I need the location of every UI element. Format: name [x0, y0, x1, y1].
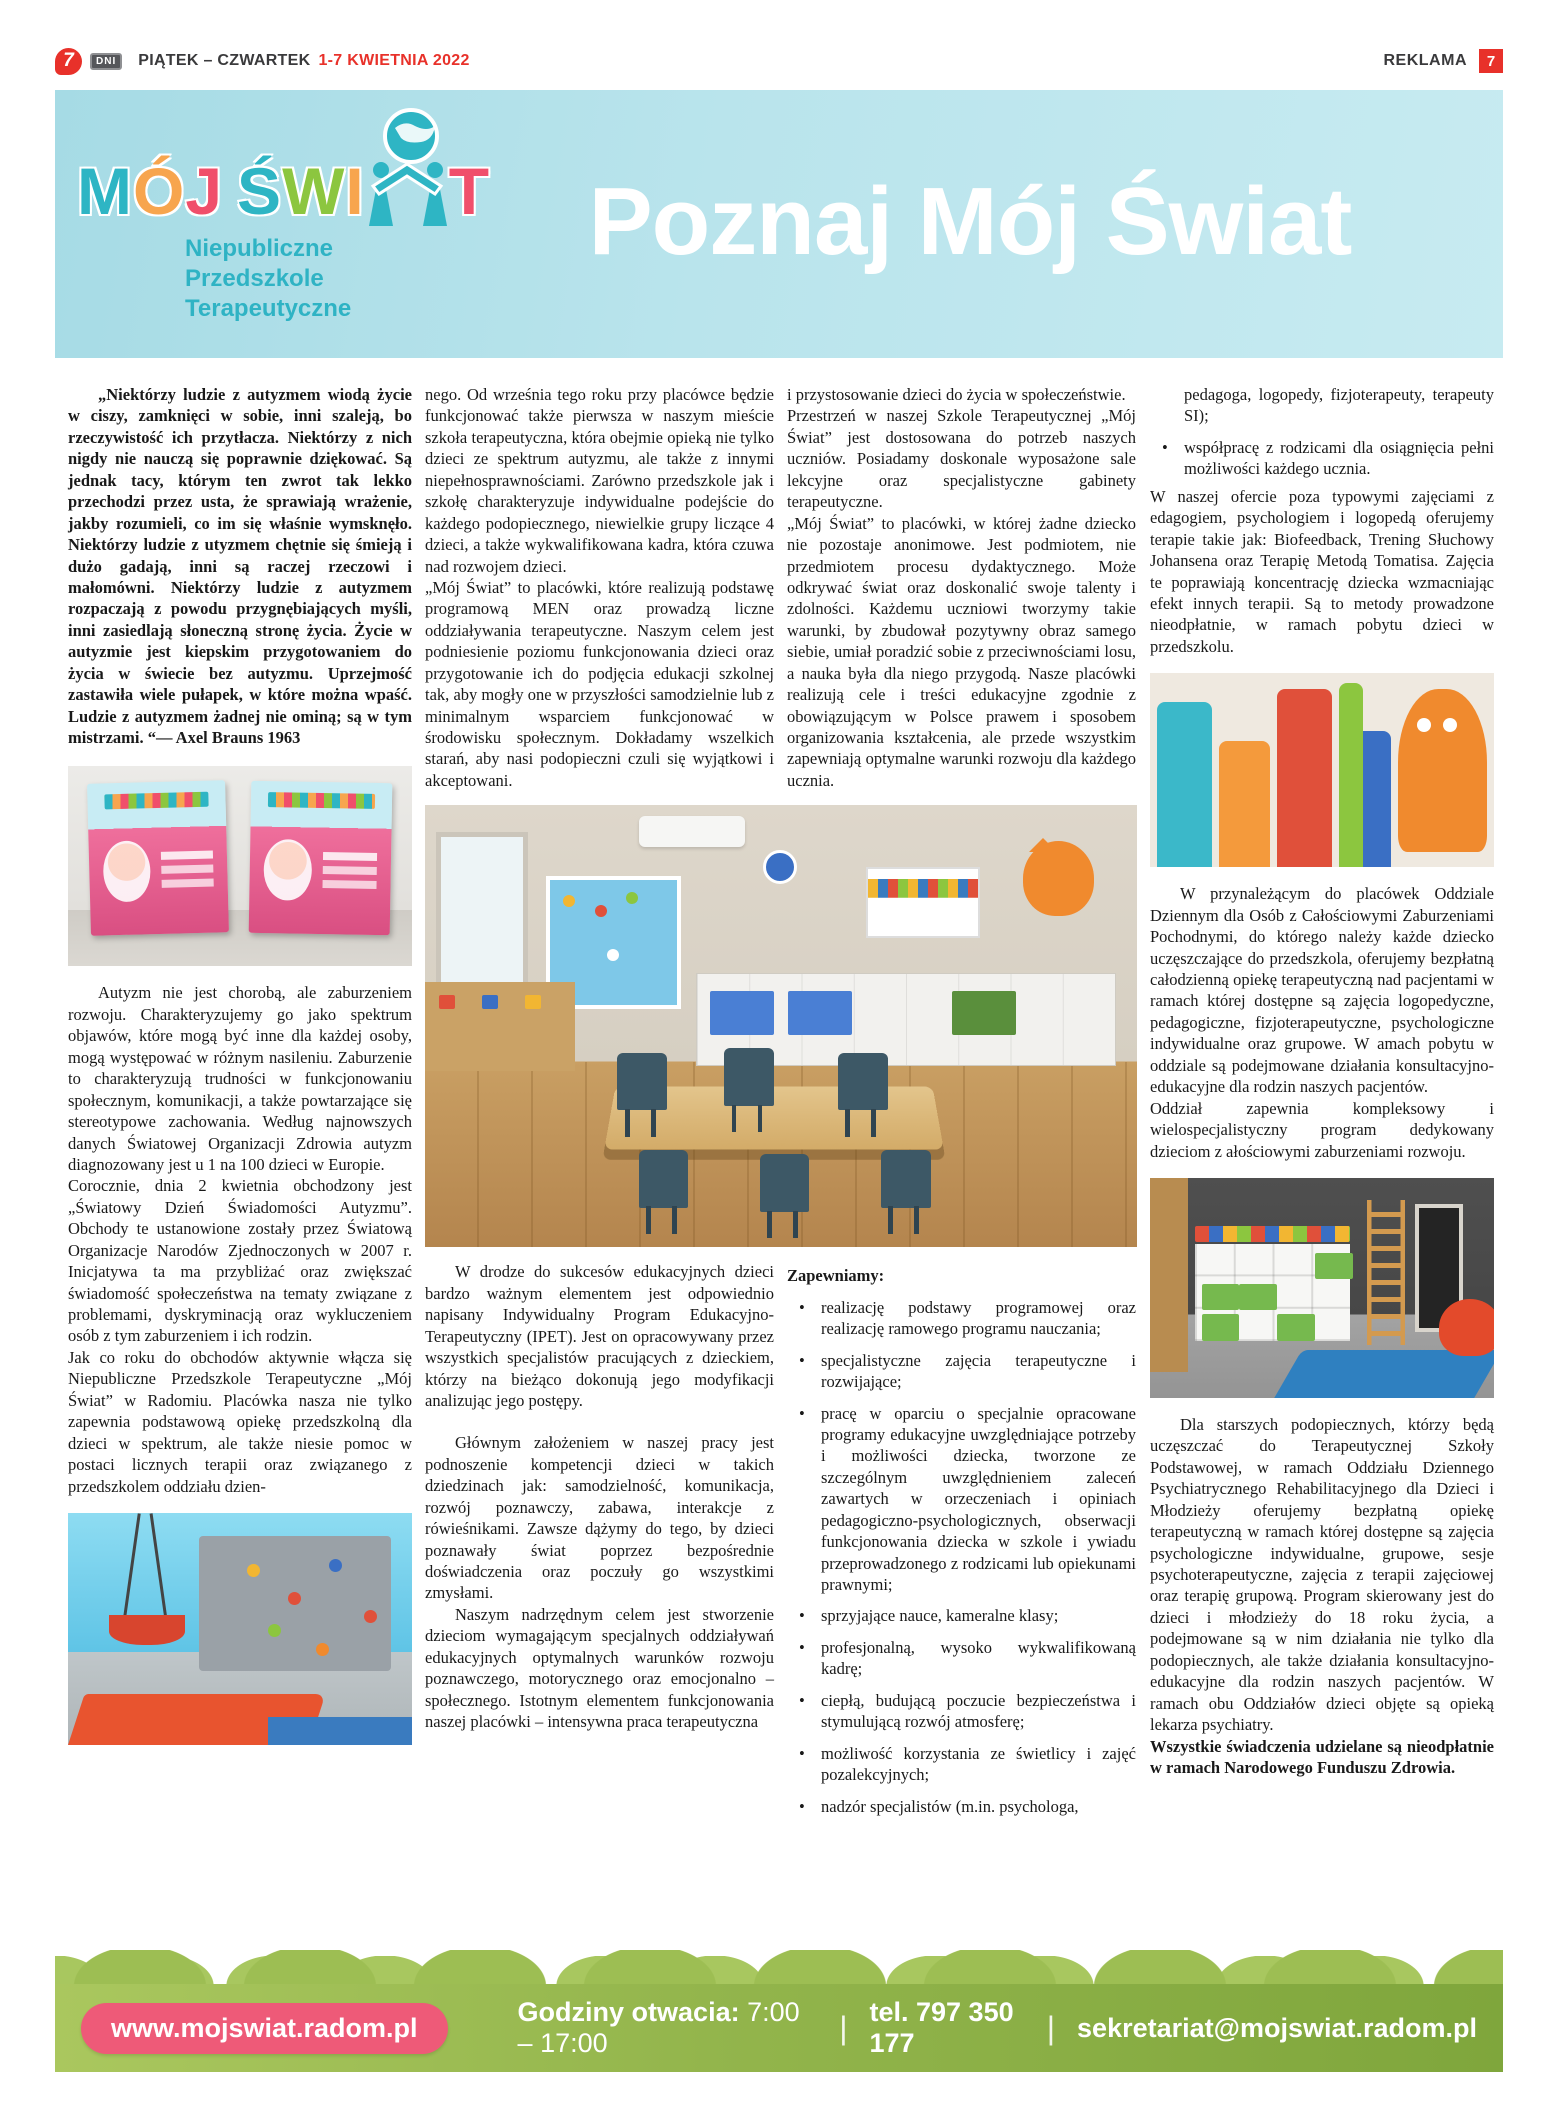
logo-wordmark — [77, 108, 491, 228]
logo-letter: W — [282, 154, 346, 228]
email-address: sekretariat@mojswiat.radom.pl — [1077, 2012, 1477, 2043]
poster-graphic — [87, 781, 229, 937]
poster-graphic — [249, 781, 393, 935]
list-heading: Zapewniamy: — [787, 1266, 885, 1286]
column-2-bottom — [425, 1261, 774, 1817]
photo-classroom — [425, 805, 1137, 1247]
photo-preschool-posters — [68, 766, 412, 966]
bullet-item: • nadzór specjalistów (m.in. psychologa, — [787, 1796, 1136, 1817]
body-paragraph: „Mój Świat” to placówki, które realizują podstawę programową MEN oraz prowadzą liczne oddziaływania terapeutyczne. Naszym celem jest podniesienie poziomu funkcjonowania dzieci oraz przygotowanie ich do podjęcia edukacji szkolnej tak, aby mogły one w przyszłości samodzielnie lub z minimalnym wsparciem funkcjonować w środowisku społecznym. Dokładamy wszelkich starań, aby nasi podopieczni czuli się wyjątkowi i akceptowani. — [425, 577, 774, 790]
bullet-item: • współpracę z rodzicami dla osiągnięcia pełni możliwości każdego ucznia. — [1150, 437, 1494, 480]
bullet-item: • profesjonalną, wysoko wykwalifikowaną kadrę; — [787, 1637, 1136, 1680]
photo-therapy-gym — [1150, 1178, 1494, 1398]
globe-children-icon — [361, 108, 453, 226]
logo-letter: Ś — [237, 154, 283, 228]
footer-bar — [55, 1984, 1503, 2072]
website-pill: www.mojswiat.radom.pl — [81, 2003, 448, 2054]
body-paragraph: Autyzm nie jest chorobą, ale zaburzeniem rozwoju. Charakteryzujemy go jako spektrum objawów, które mogą być inne dla każdej osoby, mogą występować w różnym nasileniu. Zaburzenie to charakteryzują trudności w funkcjonowaniu społecznym, komunikacji, a także powtarzające się stereotypowe zachowania. Według najnowszych danych Światowej Organizacji Zdrowia autyzm diagnozowany jest u 1 na 100 dzieci w Europie. — [68, 983, 412, 1174]
issue-date-value: 1-7 KWIETNIA 2022 — [318, 52, 470, 69]
bullet-item: • pracę w oparciu o specjalnie opracowane programy edukacyjne uwzględniające potrzeby i możliwości dziecka, tworzone ze szczególnym uwzględnieniem zaleceń zawartych w orzeczeniach i opiniach pedagogiczno-psychologicznych, obserwacji funkcjonowania dziecka w szkole i ywiadu przeprowadzonego z rodzicami lub opiekunami prawnymi; — [787, 1403, 1136, 1596]
body-paragraph: „Mój Świat” to placówki, w której żadne dziecko nie pozostaje anonimowe. Jest podmiotem, nie przedmiotem procesu dydaktycznego. Może odkrywać świat oraz doskonalić swoje talenty i zdolności. Każdemu uczniowi tworzymy takie warunki, by zbudował pozytywny obraz samego siebie, umiał poradzić sobie z przeciwnościami losu, a nauka była dla niego przygodą. Nasze placówki realizują cele i treści edukacyjne zgodnie z obowiązującym w Polsce prawem i sposobem organizowania kształcenia, ale przede wszystkim zapewniają optymalne warunki rozwoju dla każdego ucznia. — [787, 513, 1136, 790]
phone-number: tel. 797 350 177 — [869, 1997, 1014, 2058]
column-2-top — [425, 384, 774, 791]
body-paragraph: i przystosowanie dzieci do życia w społeczeństwie. — [787, 385, 1126, 404]
body-paragraph: Oddział zapewnia kompleksowy i wielospecjalistyczny program dedykowany dzieciom z ałościowymi zaburzeniami rozwoju. — [1150, 1098, 1494, 1161]
quote-paragraph: „Niektórzy ludzie z autyzmem wiodą życie w ciszy, zamknięci w sobie, inni szaleją, bo rzeczywistość ich przytłacza. Niektórzy z nich nigdy nie nauczą się poprawnie dziękować. Są jednak tacy, którym ten zwrot tak lekko przechodzi przez usta, że sprawiają wrażenie, jakby rozumieli, co im się właśnie wymsknęło. Niektórzy ludzie z utyzmem chętnie się śmieją i dużo gadają, inni są raczej rzeczowi i małomówni. Niektórzy ludzie z autyzmem rozpaczają z powodu przygnębiających myśli, inni zasiedlają słoneczną stronę życia. Życie w autyzmie jest kiepskim przygotowaniem do życia w świecie bez autyzmu. Uprzejmość zastawiła wiele pułapek, w które można wpaść. Ludzie z autyzmem żadnej nie ominą; są w tym mistrzami. “— Axel Brauns 1963 — [68, 385, 412, 747]
logo-letter: M — [77, 154, 133, 228]
bullet-item: • specjalistyczne zajęcia terapeutyczne i rozwijające; — [787, 1350, 1136, 1393]
logo-letter: Ó — [132, 154, 186, 228]
body-paragraph: W drodze do sukcesów edukacyjnych dzieci bardzo ważnym elementem jest odpowiednio napisany Indywidualny Program Edukacyjno-Terapeutyczny (IPET). Jest on opracowywany przez wszystkich specjalistów pracujących z dzieckiem, którzy na bieżąco dokonują jego modyfikacji analizując jego postępy. — [425, 1262, 774, 1410]
bullet-item: • ciepłą, budującą poczucie bezpieczeństwa i stymulującą rozwój atmosferę; — [787, 1690, 1136, 1733]
photo-sensory-room — [68, 1513, 412, 1745]
moj-swiat-logo — [77, 108, 491, 324]
column-1 — [68, 384, 412, 1950]
column-3-bottom — [787, 1261, 1136, 1817]
logo-subtitle: Niepubliczne Przedszkole Terapeutyczne — [185, 235, 352, 322]
newspaper-logo-dni: DNI — [90, 53, 122, 70]
bullet-item: • sprzyjające nauce, kameralne klasy; — [787, 1605, 1136, 1626]
body-paragraph: nego. Od września tego roku przy placówce będzie funkcjonować także pierwsza w naszym mieście szkoła terapeutyczna, która obejmie opieką nie tylko dzieci ze spektrum autyzmu, ale także z innymi niepełnosprawnościami. Zarówno przedszkole jak i szkołę charakteryzuje indywidualne podejście do każdego podopiecznego, niewielkie grupy liczące 4 dzieci, a także wykwalifikowana kadra, która czuwa nad rozwojem dzieci. — [425, 385, 774, 576]
body-paragraph: Jak co roku do obchodów aktywnie włącza się Niepubliczne Przedszkole Terapeutyczne „Mój Świat” w Radomiu. Placówka nasza nie tylko zapewnia podstawową opiekę przedszkolną dla dzieci w spektrum, ale także niesie pomoc w postaci licznych terapii oraz związanego z przedszkolem oddziału dzien- — [68, 1347, 412, 1496]
issue-date-label: PIĄTEK – CZWARTEK — [138, 52, 311, 69]
body-paragraph: W przynależącym do placówek Oddziale Dziennym dla Osób z Całościowymi Zaburzeniami Pochodnymi, do którego należy każde dziecko uczęszczające do przedszkola, oferujemy bezpłatną całodzienną opiekę terapeutyczną nad pacjentami w ramach której dostępne są zajęcia logopedyczne, pedagogiczne, fizjoterapeutyczne, psychologiczne indywidualne oraz grupowe. W amach pobytu w oddziale są podejmowane działania konsultacyjno-edukacyjne dla rodzin naszych pacjentów. — [1150, 884, 1494, 1097]
column-3-top — [787, 384, 1136, 791]
advertisement — [55, 90, 1503, 2072]
footer — [55, 1950, 1503, 2072]
body-paragraph: Głównym założeniem w naszej pracy jest podnoszenie kompetencji dzieci w takich dziedzinach jak: samodzielność, komunikacja, rozwój poznawczy, zabawa, interakcje z rówieśnikami. Zawsze dążymy do tego, by dzieci poznawały świat poprzez bezpośrednie doświadczenia oraz poczuły go wszystkimi zmysłami. — [425, 1433, 774, 1603]
middle-columns — [425, 384, 1137, 1950]
headline: Poznaj Mój Świat — [588, 168, 1352, 275]
body-paragraph: Przestrzeń w naszej Szkole Terapeutycznej „Mój Świat” jest dostosowana do potrzeb naszych uczniów. Posiadamy doskonale wyposażone sale lekcyjne oraz specjalistyczne gabinety terapeutyczne. — [787, 406, 1136, 512]
article-body — [55, 358, 1503, 1950]
footer-separator: | — [839, 2009, 848, 2046]
newspaper-logo-icon: 7 — [55, 48, 82, 75]
photo-toys — [1150, 673, 1494, 867]
bullet-item: • realizację podstawy programowej oraz realizację ramowego programu nauczania; — [787, 1297, 1136, 1340]
logo-letter: T — [448, 154, 491, 228]
body-paragraph: Dla starszych podopiecznych, którzy będą uczęszczać do Terapeutycznej Szkoły Podstawowej, w ramach Oddziału Dziennego Psychiatrycznego Rehabilitacyjnego dla Dzieci i Młodzieży oferujemy bezpłatną opiekę terapeutyczną w ramach której dostępne są zajęcia psychologiczne indywidualne, grupowe, sesje psychoterapeutyczne, zajęcia z terapii zajęciowej oraz terapię grupową. Program skierowany jest do dzieci i młodzieży do 18 roku życia, a podejmowane są w nim działania nie tylko dla podopiecznych, ale także działania konsultacyjno-edukacyjne dla rodzin naszych pacjentów. W ramach obu Oddziałów dzieci objęte są opieką lekarza psychiatry. — [1150, 1414, 1494, 1735]
footer-separator: | — [1046, 2009, 1056, 2046]
body-paragraph: Corocznie, dnia 2 kwietnia obchodzony jest „Światowy Dzień Świadomości Autyzmu”. Obchody te ustanowione zostały przez Światową Organizacje Narodów Zjednoczonych w 2007 r. Inicjatywa ta ma przybliżać oraz zwiększać świadomość społeczeństwa na tematy związane z problemami, dyskryminacją oraz wykluczeniem osób z tym zaburzeniem i ich rodzin. — [68, 1176, 412, 1346]
opening-hours: Godziny otwacia: 7:00 – 17:00 — [517, 1997, 800, 2058]
column-4 — [1150, 384, 1494, 1950]
body-paragraph: W naszej ofercie poza typowymi zajęciami z edagogiem, psychologiem i logopedą oferujemy terapie takie jak: Biofeedback, Trening Słuchowy Johansena oraz Terapię Metodą Tomatisa. Zajęcia te poprawiają koncentrację dziecka wzmacniając efekt innych terapii. Są to metody prowadzone nieodpłatnie, w ramach pobytu dzieci w przedszkolu. — [1150, 486, 1494, 656]
masthead — [55, 46, 1503, 76]
section-label: REKLAMA — [1383, 52, 1467, 69]
page-number: 7 — [1479, 49, 1503, 73]
bushes-decoration — [55, 1950, 1503, 1986]
nfz-notice: Wszystkie świadczenia udzielane są nieodpłatnie w ramach Narodowego Funduszu Zdrowia. — [1150, 1736, 1494, 1777]
body-paragraph: Naszym nadrzędnym celem jest stworzenie dzieciom wymagającym specjalnych oddziaływań edukacyjnych optymalnych warunków rozwoju poznawczego, motorycznego oraz emocjonalno – społecznego. Istotnym elementem funkcjonowania naszej placówki – intensywna praca terapeutyczna — [425, 1604, 774, 1732]
bullet-item: • możliwość korzystania ze świetlicy i zajęć pozalekcyjnych; — [787, 1743, 1136, 1786]
body-paragraph: pedagoga, logopedy, fizjoterapeuty, terapeuty SI); — [1184, 385, 1494, 426]
logo-letter: I — [345, 154, 365, 228]
logo-letter: J — [185, 154, 224, 228]
banner — [55, 90, 1503, 358]
